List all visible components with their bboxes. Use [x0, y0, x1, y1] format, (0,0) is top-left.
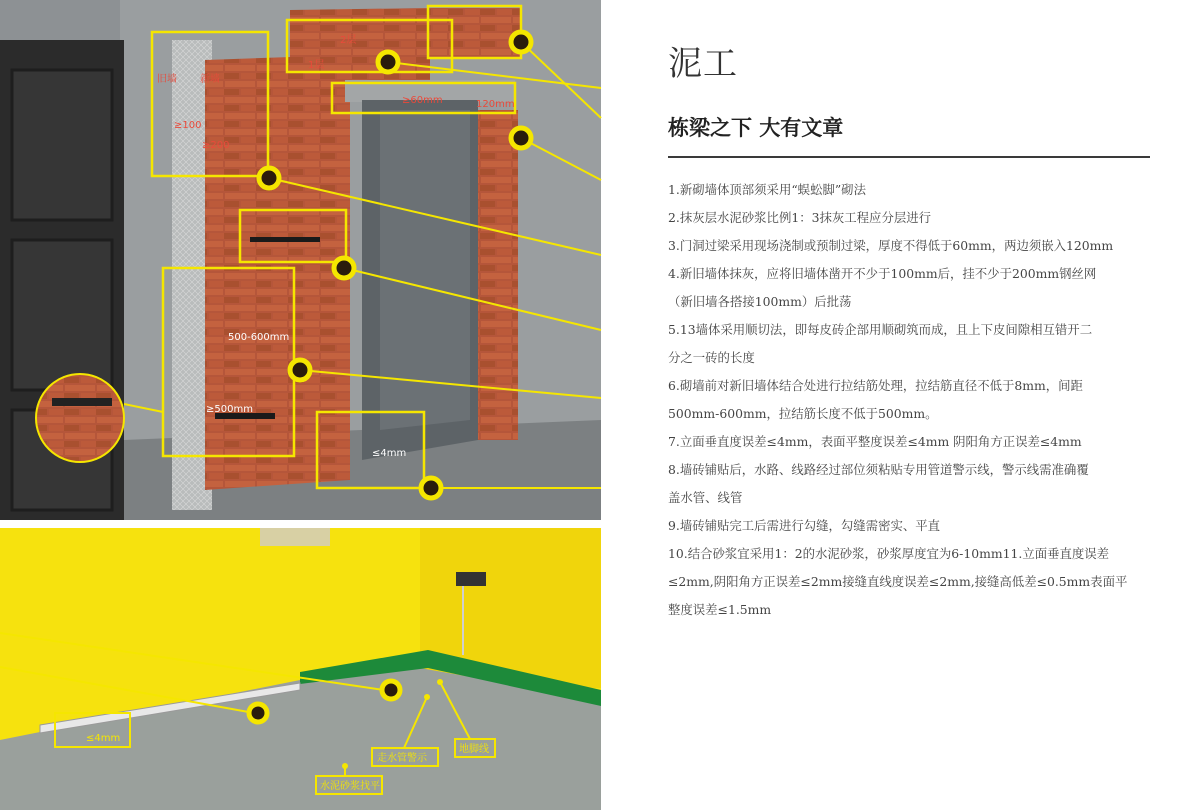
list-item: 1.新砌墙体顶部须采用“蜈蚣脚”砌法 — [668, 182, 866, 197]
label-new-wall: 新墙 — [200, 74, 220, 85]
list-item: ≤2mm,阴阳角方正误差≤2mm接缝直线度误差≤2mm,接缝高低差≤0.5mm表面平 — [668, 574, 1128, 589]
list-item: 4.新旧墙体抹灰，应将旧墙体凿开不少于100mm后，挂不少于200mm钢丝网 — [668, 266, 1097, 281]
label-dim-200: ≥200 — [202, 140, 230, 151]
label-skirting: 地脚线 — [459, 744, 489, 755]
label-water-pipe: 走水管警示 — [377, 753, 427, 764]
label-dim-500: ≥500mm — [206, 404, 253, 415]
list-item: 整度误差≤1.5mm — [668, 602, 772, 617]
divider — [668, 156, 1150, 158]
page-title: 泥工 — [668, 44, 738, 84]
label-dim-500-600: 500-600mm — [228, 332, 290, 343]
requirements-list — [668, 176, 1168, 624]
page-subtitle: 栋梁之下 大有文章 — [668, 116, 844, 140]
list-item: 6.砌墙前对新旧墙体结合处进行拉结筋处理，拉结筋直径不低于8mm，间距 — [668, 378, 1083, 393]
list-item: 500mm-600mm，拉结筋长度不低于500mm。 — [668, 406, 938, 421]
list-item: 3.门洞过梁采用现场浇制或预制过梁，厚度不得低于60mm，两边须嵌入120mm — [668, 238, 1114, 253]
label-dim-100: ≥100 — [174, 120, 202, 131]
list-item: 盖水管、线管 — [668, 490, 743, 505]
detail-inset — [36, 374, 124, 462]
brick-wall — [205, 55, 350, 490]
label-dim-4: ≤4mm — [372, 448, 407, 459]
list-item: （新旧墙各搭接100mm）后批荡 — [668, 294, 852, 309]
list-item: 9.墙砖铺贴完工后需进行勾缝，勾缝需密实、平直 — [668, 518, 941, 533]
label-floor-dim-4: ≤4mm — [86, 733, 121, 744]
list-item: 2.抹灰层水泥砂浆比例1：3抹灰工程应分层进行 — [668, 210, 932, 225]
label-dim-120: 120mm — [476, 99, 515, 110]
label-old-wall: 旧墙 — [157, 74, 177, 85]
label-dim-60: ≥60mm — [402, 95, 443, 106]
list-item: 10.结合砂浆宜采用1：2的水泥砂浆，砂浆厚度宜为6-10mm11.立面垂直度误差 — [668, 546, 1110, 561]
list-item: 7.立面垂直度误差≤4mm，表面平整度误差≤4mm 阴阳角方正误差≤4mm — [668, 434, 1082, 449]
label-floor-2: 2层 — [340, 35, 357, 46]
text-panel — [618, 0, 1202, 810]
label-floor-1: 1层 — [308, 60, 325, 71]
label-floor-mortar: 水泥砂浆找平 — [320, 781, 380, 792]
list-item: 5.13墙体采用顺切法，即每皮砖企部用顺砌筑而成，且上下皮间隙相互错开二 — [668, 322, 1093, 337]
list-item: 8.墙砖铺贴后，水路、线路经过部位须粘贴专用管道警示线，警示线需准确覆 — [668, 462, 1089, 477]
list-item: 分之一砖的长度 — [668, 350, 755, 365]
